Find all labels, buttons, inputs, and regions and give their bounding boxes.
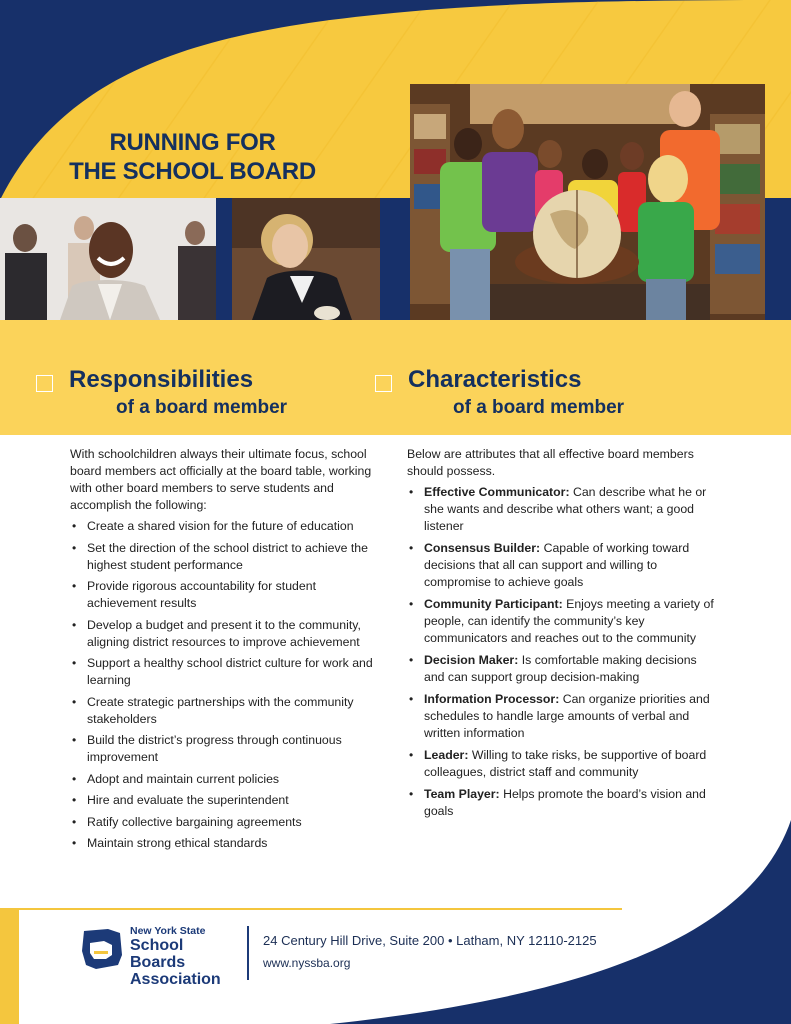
- photo-children-globe: [410, 84, 765, 320]
- bullet-icon: •: [409, 541, 414, 555]
- bullet-icon: •: [409, 787, 414, 801]
- list-item: • Hire and evaluate the superintendent: [72, 793, 289, 807]
- characteristics-column: [407, 446, 719, 825]
- page-title: [55, 128, 330, 186]
- attribute-desc: Capable of working toward decisions that all can support and willing to compromise to achieve goals: [424, 541, 690, 589]
- footer-rule: [0, 908, 622, 910]
- attribute-desc: Can describe what he or she wants and describe what others want; a good listener: [424, 485, 707, 533]
- characteristics-intro: Below are attributes that all effective board members should possess.: [407, 447, 694, 478]
- attribute-desc: Is comfortable making decisions and can support group decision-making: [424, 653, 697, 684]
- footer-curve: [0, 820, 791, 1024]
- bullet-icon: •: [409, 653, 414, 667]
- bullet-icon: •: [72, 694, 77, 709]
- new-york-state-map-icon: [78, 925, 126, 973]
- bullet-icon: •: [72, 656, 77, 670]
- attribute-desc: Can organize priorities and schedules to handle large amounts of verbal and written information: [424, 692, 710, 740]
- bullet-icon: •: [409, 748, 414, 762]
- nyssba-logo: [78, 925, 238, 988]
- bullet-icon: •: [409, 597, 414, 611]
- list-item: [407, 596, 719, 647]
- list-item: • Support a healthy school district culture for work and learning: [72, 656, 373, 687]
- bullet-icon: •: [72, 771, 77, 786]
- square-outline-icon: [375, 375, 392, 392]
- logo-line-1: New York State: [130, 925, 206, 937]
- bullet-icon: •: [72, 793, 77, 807]
- photo-smiling-man: [0, 198, 216, 320]
- list-item: • Create a shared vision for the future of education: [72, 519, 354, 533]
- responsibilities-heading: Responsibilities: [69, 366, 254, 393]
- attribute-term: Team Player:: [424, 787, 500, 801]
- bullet-icon: •: [72, 617, 77, 632]
- attribute-term: Effective Communicator:: [424, 485, 570, 499]
- attribute-desc: Enjoys meeting a variety of people, can identify the community’s key communicators and reaches out to the community: [424, 597, 714, 645]
- list-item: [407, 484, 719, 535]
- footer-side-bar: [0, 910, 19, 1024]
- list-item: [407, 786, 719, 820]
- characteristics-heading: Characteristics: [408, 366, 582, 393]
- responsibilities-intro: With schoolchildren always their ultimate focus, school board members act officially at the board table, working with other board members to serve students and accomplish the following:: [70, 447, 372, 512]
- attribute-term: Community Participant:: [424, 597, 563, 611]
- footer-divider: [247, 926, 249, 980]
- attribute-term: Information Processor:: [424, 692, 560, 706]
- attribute-term: Leader:: [424, 748, 469, 762]
- photo-thinking-woman: [232, 198, 380, 320]
- responsibilities-subheading: of a board member: [116, 397, 288, 418]
- logo-line-3: Association: [130, 971, 221, 988]
- bullet-icon: •: [72, 814, 77, 829]
- list-item: [407, 747, 719, 781]
- title-line-1: RUNNING FOR: [109, 129, 276, 156]
- list-item: [407, 691, 719, 742]
- bullet-icon: •: [72, 579, 77, 593]
- list-item: [407, 540, 719, 591]
- bullet-icon: •: [72, 519, 77, 533]
- bullet-icon: •: [72, 733, 77, 747]
- footer-website-link[interactable]: www.nyssba.org: [263, 956, 351, 970]
- square-outline-icon: [36, 375, 53, 392]
- list-item: • Create strategic partnerships with the community stakeholders: [72, 694, 354, 726]
- characteristics-subheading: of a board member: [453, 397, 625, 418]
- responsibilities-list: [70, 518, 382, 852]
- bullet-icon: •: [72, 836, 77, 850]
- list-item: • Build the district’s progress through continuous improvement: [72, 733, 342, 764]
- list-item: • Set the direction of the school district to achieve the highest student performance: [72, 540, 368, 572]
- attribute-desc: Helps promote the board’s vision and goals: [424, 787, 706, 818]
- characteristics-list: [407, 484, 719, 820]
- logo-line-2: School Boards: [130, 937, 186, 971]
- bullet-icon: •: [409, 485, 414, 499]
- list-item: • Ratify collective bargaining agreements: [72, 814, 302, 829]
- attribute-desc: Willing to take risks, be supportive of board colleagues, district staff and community: [424, 748, 707, 779]
- list-item: • Provide rigorous accountability for student achievement results: [72, 579, 316, 610]
- attribute-term: Decision Maker:: [424, 653, 519, 667]
- bullet-icon: •: [409, 692, 414, 706]
- list-item: [407, 652, 719, 686]
- list-item: • Develop a budget and present it to the community, aligning district resources to improve achievement: [72, 617, 361, 649]
- bullet-icon: •: [72, 540, 77, 555]
- footer-address: 24 Century Hill Drive, Suite 200 • Latham, NY 12110-2125: [263, 933, 597, 948]
- list-item: • Adopt and maintain current policies: [72, 771, 280, 786]
- responsibilities-column: [70, 446, 382, 857]
- title-line-2: THE SCHOOL BOARD: [69, 158, 316, 185]
- attribute-term: Consensus Builder:: [424, 541, 541, 555]
- list-item: • Maintain strong ethical standards: [72, 836, 268, 850]
